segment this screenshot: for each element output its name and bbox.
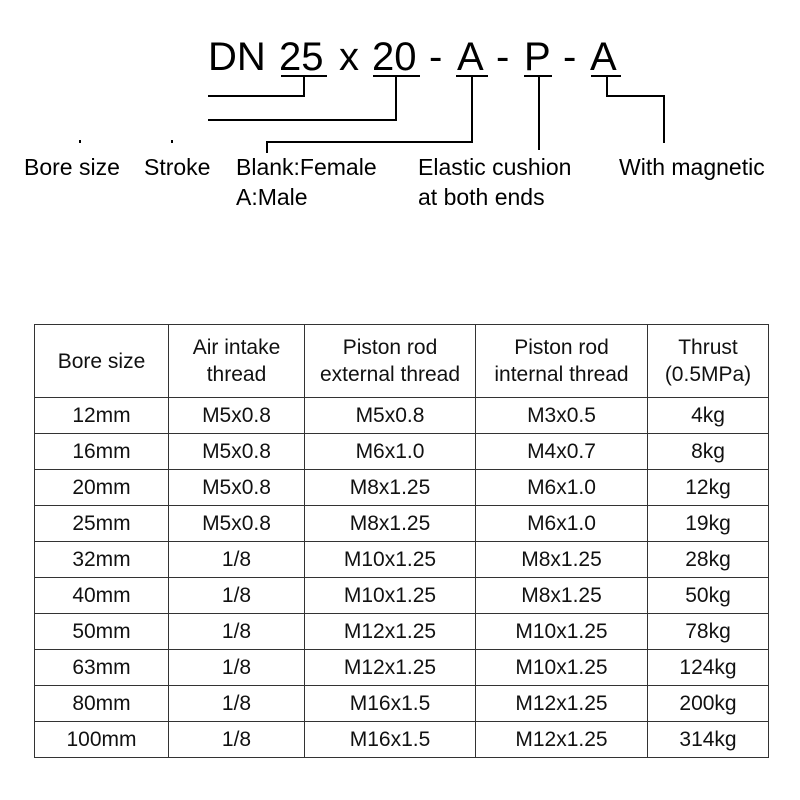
table-row (35, 470, 769, 506)
header-thrust: Thrust (0.5MPa) (648, 325, 769, 398)
code-magnet: A (590, 35, 617, 79)
cell-internal-thread: M4x0.7 (476, 434, 648, 470)
table-row (35, 686, 769, 722)
cell-air-intake: 1/8 (169, 650, 305, 686)
cell-internal-thread: M8x1.25 (476, 542, 648, 578)
cell-thrust: 8kg (648, 434, 769, 470)
cell-thrust: 19kg (648, 506, 769, 542)
cell-external-thread: M5x0.8 (305, 398, 476, 434)
cell-thrust: 12kg (648, 470, 769, 506)
table-row (35, 578, 769, 614)
legend-stroke: Stroke (144, 154, 211, 180)
table-row (35, 614, 769, 650)
header-bore-size: Bore size (35, 325, 169, 398)
cell-external-thread: M6x1.0 (305, 434, 476, 470)
cell-external-thread: M16x1.5 (305, 722, 476, 758)
cell-internal-thread: M6x1.0 (476, 470, 648, 506)
cell-air-intake: M5x0.8 (169, 434, 305, 470)
cell-air-intake: 1/8 (169, 614, 305, 650)
code-dash: - (496, 35, 510, 79)
cell-thrust: 78kg (648, 614, 769, 650)
table-row (35, 398, 769, 434)
spec-table (34, 324, 769, 758)
table-header-row (35, 325, 769, 398)
cell-air-intake: 1/8 (169, 722, 305, 758)
cell-internal-thread: M8x1.25 (476, 578, 648, 614)
cell-external-thread: M16x1.5 (305, 686, 476, 722)
cell-thrust: 314kg (648, 722, 769, 758)
cell-thrust: 4kg (648, 398, 769, 434)
table-row (35, 722, 769, 758)
cell-bore-size: 20mm (35, 470, 169, 506)
cell-bore-size: 32mm (35, 542, 169, 578)
cell-air-intake: 1/8 (169, 542, 305, 578)
code-dash: - (563, 35, 577, 79)
tick-stroke (171, 140, 173, 143)
legend-cushion-line1: Elastic cushion (418, 154, 572, 180)
cell-air-intake: M5x0.8 (169, 506, 305, 542)
tick-bore (79, 140, 81, 143)
table-row (35, 542, 769, 578)
cell-thrust: 28kg (648, 542, 769, 578)
cell-bore-size: 40mm (35, 578, 169, 614)
table-row (35, 650, 769, 686)
legend-mount-female: Blank:Female (236, 154, 377, 180)
cell-thrust: 200kg (648, 686, 769, 722)
code-dash: - (429, 35, 443, 79)
legend-bore-size: Bore size (24, 154, 120, 180)
header-air-intake-thread: Air intake thread (169, 325, 305, 398)
code-stroke: 20 (372, 35, 417, 79)
table-row (35, 506, 769, 542)
cell-external-thread: M10x1.25 (305, 542, 476, 578)
leader-mount (267, 77, 472, 153)
legend-cushion-line2: at both ends (418, 184, 545, 210)
code-cushion: P (524, 35, 551, 79)
cell-air-intake: M5x0.8 (169, 398, 305, 434)
header-piston-rod-internal-thread: Piston rod internal thread (476, 325, 648, 398)
cell-external-thread: M12x1.25 (305, 650, 476, 686)
cell-external-thread: M10x1.25 (305, 578, 476, 614)
cell-internal-thread: M12x1.25 (476, 722, 648, 758)
cell-bore-size: 50mm (35, 614, 169, 650)
cell-thrust: 124kg (648, 650, 769, 686)
code-separator: x (339, 35, 359, 79)
code-series: DN (208, 35, 266, 79)
cell-bore-size: 12mm (35, 398, 169, 434)
code-mount: A (457, 35, 484, 79)
cell-internal-thread: M10x1.25 (476, 650, 648, 686)
cell-external-thread: M12x1.25 (305, 614, 476, 650)
leader-bore (208, 77, 304, 96)
table-row (35, 434, 769, 470)
cell-air-intake: 1/8 (169, 578, 305, 614)
cell-thrust: 50kg (648, 578, 769, 614)
leader-stroke (208, 77, 396, 120)
cell-bore-size: 100mm (35, 722, 169, 758)
header-piston-rod-external-thread: Piston rod external thread (305, 325, 476, 398)
cell-bore-size: 25mm (35, 506, 169, 542)
leader-magnet (607, 77, 664, 143)
cell-internal-thread: M12x1.25 (476, 686, 648, 722)
code-bore: 25 (279, 35, 324, 79)
cell-external-thread: M8x1.25 (305, 506, 476, 542)
cell-bore-size: 16mm (35, 434, 169, 470)
cell-internal-thread: M3x0.5 (476, 398, 648, 434)
cell-internal-thread: M6x1.0 (476, 506, 648, 542)
cell-air-intake: M5x0.8 (169, 470, 305, 506)
cell-external-thread: M8x1.25 (305, 470, 476, 506)
cell-internal-thread: M10x1.25 (476, 614, 648, 650)
cell-bore-size: 63mm (35, 650, 169, 686)
cell-air-intake: 1/8 (169, 686, 305, 722)
cell-bore-size: 80mm (35, 686, 169, 722)
legend-mount-male: A:Male (236, 184, 308, 210)
legend-magnet: With magnetic (619, 154, 765, 180)
